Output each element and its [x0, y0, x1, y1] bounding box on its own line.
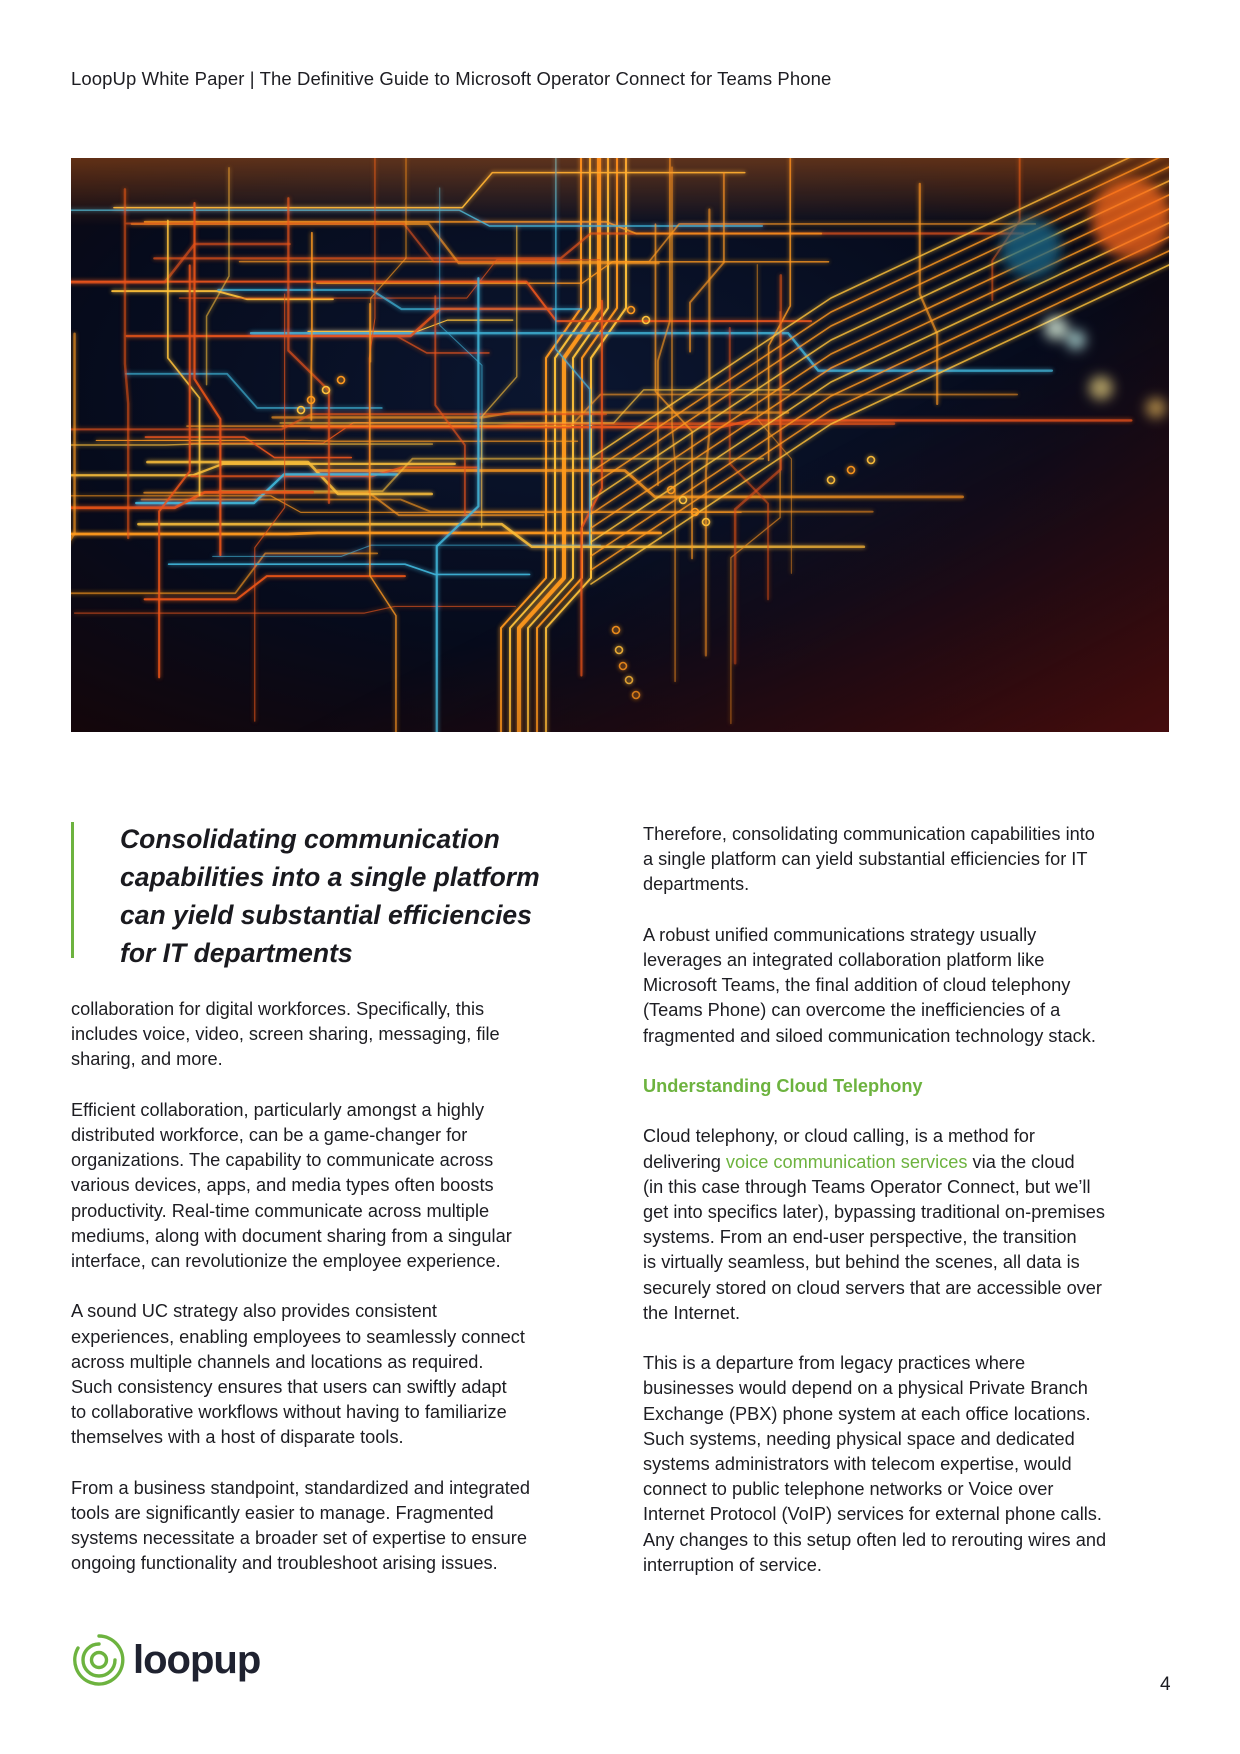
- text-line: (in this case through Teams Operator Connect, but we’ll: [643, 1176, 1091, 1197]
- right-column: [643, 822, 1188, 1603]
- pull-quote-accent-bar: [71, 822, 74, 958]
- text-line: distributed workforce, can be a game-changer for: [71, 1125, 468, 1145]
- running-header: LoopUp White Paper | The Definitive Guide to Microsoft Operator Connect for Teams Phone: [71, 68, 832, 89]
- body-paragraph: [71, 997, 616, 1073]
- text-line: systems. From an end-user perspective, the transition: [643, 1227, 1077, 1248]
- text-line: mediums, along with document sharing from a singular: [71, 1225, 512, 1246]
- text-line: [643, 1150, 1188, 1175]
- text-line: the Internet.: [643, 1302, 741, 1323]
- voice-communication-services-link[interactable]: voice communication services: [725, 1151, 968, 1172]
- text-line: fragmented and siloed communication technology stack.: [643, 1025, 1096, 1046]
- text-line: is virtually seamless, but behind the scenes, all data is: [643, 1252, 1080, 1273]
- page-number: 4: [1160, 1674, 1171, 1695]
- text-line: themselves with a host of disparate tools.: [71, 1427, 404, 1448]
- text-line: Therefore, consolidating communication capabilities into: [643, 824, 1095, 844]
- body-paragraph: [71, 1299, 616, 1450]
- text-line: (Teams Phone) can overcome the inefficiencies of a: [643, 1000, 1061, 1021]
- text-line: sharing, and more.: [71, 1049, 223, 1070]
- text-line: interface, can revolutionize the employee experience.: [71, 1251, 501, 1272]
- text-line: connect to public telephone networks or Voice over: [643, 1479, 1054, 1500]
- text-line: includes voice, video, screen sharing, messaging, file: [71, 1024, 500, 1045]
- text-line: A robust unified communications strategy usually: [643, 924, 1037, 945]
- text-line: Such consistency ensures that users can swiftly adapt: [71, 1377, 507, 1398]
- text-line: Efficient collaboration, particularly amongst a highly: [71, 1099, 485, 1120]
- concentric-rings-icon: [71, 1632, 127, 1688]
- section-heading: Understanding Cloud Telephony: [643, 1076, 923, 1096]
- body-paragraph: [643, 1351, 1188, 1578]
- text-line: Any changes to this setup often led to rerouting wires and: [643, 1529, 1107, 1550]
- pull-quote-line: capabilities into a single platform: [120, 862, 540, 892]
- logo-wordmark: loopup: [133, 1637, 261, 1682]
- text-line: organizations. The capability to communicate across: [71, 1150, 494, 1171]
- loopup-logo: [71, 1630, 260, 1690]
- body-paragraph: [71, 1098, 616, 1274]
- text-line: Such systems, needing physical space and dedicated: [643, 1428, 1075, 1449]
- body-paragraph: [643, 822, 1188, 898]
- text-line: experiences, enabling employees to seamlessly connect: [71, 1326, 525, 1347]
- text-line: a single platform can yield substantial efficiencies for IT: [643, 849, 1088, 870]
- text-line: securely stored on cloud servers that are accessible over: [643, 1277, 1102, 1298]
- pull-quote-line: can yield substantial efficiencies: [120, 900, 532, 930]
- hero-circuit-image: [71, 158, 1169, 732]
- left-column: [71, 997, 616, 1602]
- text-segment: via the cloud: [967, 1151, 1075, 1172]
- body-paragraph: [71, 1476, 616, 1577]
- pull-quote-line: for IT departments: [120, 938, 353, 968]
- text-line: leverages an integrated collaboration platform like: [643, 950, 1045, 970]
- text-line: systems necessitate a broader set of expertise to ensure: [71, 1528, 527, 1549]
- text-line: productivity. Real-time communicate across multiple: [71, 1200, 490, 1221]
- text-line: collaboration for digital workforces. Specifically, this: [71, 999, 485, 1019]
- text-line: interruption of service.: [643, 1554, 822, 1575]
- text-line: A sound UC strategy also provides consistent: [71, 1301, 437, 1322]
- text-line: ongoing functionality and troubleshoot arising issues.: [71, 1553, 498, 1574]
- text-line: get into specifics later), bypassing traditional on-premises: [643, 1202, 1105, 1222]
- text-line: From a business standpoint, standardized and integrated: [71, 1477, 531, 1498]
- text-segment: delivering: [643, 1151, 726, 1172]
- text-line: This is a departure from legacy practices where: [643, 1353, 1026, 1374]
- body-paragraph: [643, 1124, 1188, 1326]
- body-paragraph: [643, 923, 1188, 1049]
- text-line: Exchange (PBX) phone system at each office locations.: [643, 1403, 1091, 1424]
- text-line: various devices, apps, and media types often boosts: [71, 1175, 494, 1196]
- pull-quote: [120, 820, 590, 972]
- text-line: Cloud telephony, or cloud calling, is a method for: [643, 1126, 1035, 1147]
- text-line: Internet Protocol (VoIP) services for external phone calls.: [643, 1504, 1102, 1525]
- text-line: tools are significantly easier to manage. Fragmented: [71, 1503, 494, 1524]
- circuit-board-illustration: [71, 158, 1169, 732]
- text-line: Microsoft Teams, the final addition of cloud telephony: [643, 975, 1071, 996]
- text-line: to collaborative workflows without having to familiarize: [71, 1402, 507, 1423]
- text-line: systems administrators with telecom expertise, would: [643, 1454, 1072, 1475]
- text-line: businesses would depend on a physical Private Branch: [643, 1378, 1088, 1399]
- pull-quote-line: Consolidating communication: [120, 824, 500, 854]
- text-line: departments.: [643, 874, 750, 895]
- text-line: across multiple channels and locations as required.: [71, 1351, 484, 1372]
